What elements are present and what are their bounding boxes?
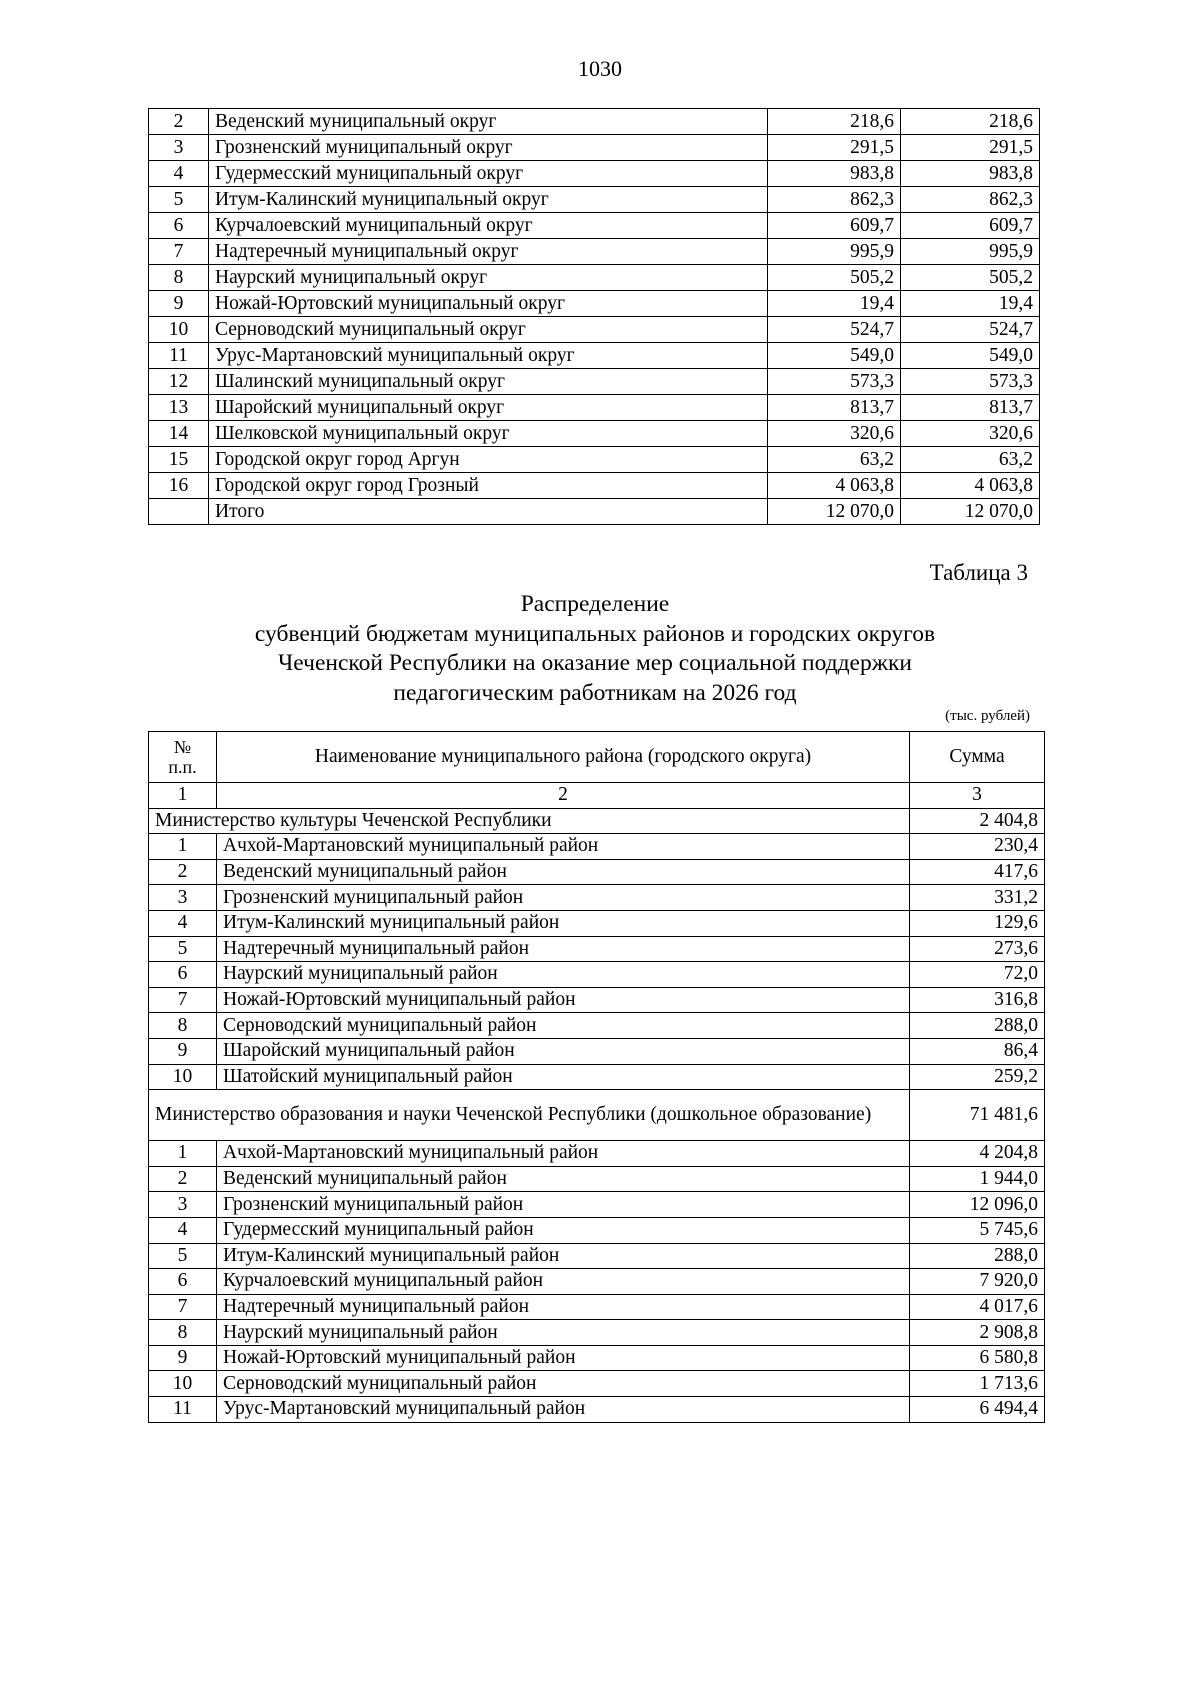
table-row	[149, 910, 1045, 936]
section-row	[149, 808, 1045, 834]
row-value: 4 017,6	[910, 1294, 1045, 1320]
table-row	[149, 1064, 1045, 1090]
row-name: Серноводский муниципальный район	[217, 1371, 910, 1397]
table-row	[149, 1320, 1045, 1346]
row-number: 5	[149, 936, 217, 962]
row-value: 1 944,0	[910, 1166, 1045, 1192]
row-number: 9	[149, 291, 209, 317]
row-name: Ачхой-Мартановский муниципальный район	[217, 1141, 910, 1167]
row-number: 3	[149, 885, 217, 911]
section-row	[149, 1090, 1045, 1141]
row-name: Грозненский муниципальный район	[217, 885, 910, 911]
row-value: 320,6	[768, 421, 901, 447]
table-2-continuation	[148, 108, 1040, 525]
row-value: 549,0	[768, 343, 901, 369]
row-number: 9	[149, 1345, 217, 1371]
table-row	[149, 343, 1040, 369]
row-number: 7	[149, 239, 209, 265]
row-name: Веденский муниципальный округ	[209, 109, 768, 135]
row-name: Итум-Калинский муниципальный округ	[209, 187, 768, 213]
column-number: 2	[217, 783, 910, 809]
row-name: Курчалоевский муниципальный округ	[209, 213, 768, 239]
row-number: 13	[149, 395, 209, 421]
row-name: Ачхой-Мартановский муниципальный район	[217, 834, 910, 860]
header-num-line: №	[173, 737, 192, 757]
row-value: 5 745,6	[910, 1217, 1045, 1243]
table-row	[149, 369, 1040, 395]
table-row	[149, 1166, 1045, 1192]
table-row	[149, 1013, 1045, 1039]
row-number: 3	[149, 1192, 217, 1218]
row-name: Серноводский муниципальный округ	[209, 317, 768, 343]
table-3	[148, 731, 1045, 1423]
section-total: 2 404,8	[910, 808, 1045, 834]
row-value: 129,6	[910, 910, 1045, 936]
row-name: Урус-Мартановский муниципальный округ	[209, 343, 768, 369]
row-value: 573,3	[901, 369, 1040, 395]
table-row	[149, 1217, 1045, 1243]
table-row	[149, 421, 1040, 447]
row-name: Надтеречный муниципальный район	[217, 936, 910, 962]
title-line: субвенций бюджетам муниципальных районов и городских округов	[254, 620, 936, 647]
row-value: 12 070,0	[768, 499, 901, 525]
row-value: 288,0	[910, 1013, 1045, 1039]
row-value: 12 096,0	[910, 1192, 1045, 1218]
row-name: Грозненский муниципальный округ	[209, 135, 768, 161]
row-number: 5	[149, 1243, 217, 1269]
row-name: Наурский муниципальный округ	[209, 265, 768, 291]
row-name: Шалинский муниципальный округ	[209, 369, 768, 395]
row-name: Надтеречный муниципальный район	[217, 1294, 910, 1320]
table-row	[149, 187, 1040, 213]
table-row	[149, 1371, 1045, 1397]
header-num	[149, 732, 217, 783]
row-name: Наурский муниципальный район	[217, 962, 910, 988]
header-row	[149, 732, 1045, 783]
header-sum: Сумма	[910, 732, 1045, 783]
table-row	[149, 499, 1040, 525]
row-number: 2	[149, 1166, 217, 1192]
row-value: 573,3	[768, 369, 901, 395]
column-number-row	[149, 783, 1045, 809]
table-row	[149, 1345, 1045, 1371]
row-number: 1	[149, 1141, 217, 1167]
title-line: педагогическим работникам на 2026 год	[393, 679, 797, 706]
row-value: 995,9	[901, 239, 1040, 265]
table-row	[149, 1192, 1045, 1218]
row-value: 4 063,8	[768, 473, 901, 499]
row-value: 331,2	[910, 885, 1045, 911]
table-row	[149, 1294, 1045, 1320]
row-value: 862,3	[901, 187, 1040, 213]
row-name: Городской округ город Грозный	[209, 473, 768, 499]
table-row	[149, 473, 1040, 499]
table-row	[149, 1269, 1045, 1295]
row-name: Итум-Калинский муниципальный район	[217, 1243, 910, 1269]
table-row	[149, 885, 1045, 911]
column-number: 1	[149, 783, 217, 809]
row-number: 10	[149, 1371, 217, 1397]
row-value: 86,4	[910, 1038, 1045, 1064]
table-row	[149, 1397, 1045, 1423]
row-name: Шелковской муниципальный округ	[209, 421, 768, 447]
row-value: 862,3	[768, 187, 901, 213]
column-number: 3	[910, 783, 1045, 809]
header-num-line: п.п.	[168, 757, 197, 777]
row-value: 524,7	[768, 317, 901, 343]
row-number: 7	[149, 987, 217, 1013]
row-name: Ножай-Юртовский муниципальный район	[217, 987, 910, 1013]
table-row	[149, 1038, 1045, 1064]
section-total: 71 481,6	[910, 1090, 1045, 1141]
row-name: Шатойский муниципальный район	[217, 1064, 910, 1090]
row-name: Урус-Мартановский муниципальный район	[217, 1397, 910, 1423]
row-name: Шаройский муниципальный район	[217, 1038, 910, 1064]
row-value: 291,5	[901, 135, 1040, 161]
table-row	[149, 135, 1040, 161]
row-value: 4 063,8	[901, 473, 1040, 499]
table-row	[149, 1141, 1045, 1167]
row-value: 273,6	[910, 936, 1045, 962]
row-number: 1	[149, 834, 217, 860]
row-name: Наурский муниципальный район	[217, 1320, 910, 1346]
row-value: 63,2	[901, 447, 1040, 473]
row-value: 505,2	[901, 265, 1040, 291]
row-value: 4 204,8	[910, 1141, 1045, 1167]
table-row	[149, 962, 1045, 988]
row-number: 12	[149, 369, 209, 395]
row-value: 259,2	[910, 1064, 1045, 1090]
row-number: 10	[149, 317, 209, 343]
title-line: Чеченской Республики на оказание мер социальной поддержки	[278, 650, 912, 676]
row-value: 288,0	[910, 1243, 1045, 1269]
table-row	[149, 834, 1045, 860]
row-value: 505,2	[768, 265, 901, 291]
row-number: 14	[149, 421, 209, 447]
row-name: Ножай-Юртовский муниципальный округ	[209, 291, 768, 317]
title-line: Распределение	[520, 591, 670, 617]
table-row	[149, 161, 1040, 187]
row-name: Серноводский муниципальный район	[217, 1013, 910, 1039]
row-value: 218,6	[901, 109, 1040, 135]
table-row	[149, 936, 1045, 962]
table-row	[149, 291, 1040, 317]
row-name: Грозненский муниципальный район	[217, 1192, 910, 1218]
section-title: Министерство образования и науки Чеченской Республики (дошкольное образование)	[149, 1090, 910, 1141]
row-name: Гудермесский муниципальный округ	[209, 161, 768, 187]
row-value: 6 580,8	[910, 1345, 1045, 1371]
row-number: 4	[149, 1217, 217, 1243]
row-number: 2	[149, 109, 209, 135]
row-number: 8	[149, 265, 209, 291]
row-value: 983,8	[901, 161, 1040, 187]
row-name: Надтеречный муниципальный округ	[209, 239, 768, 265]
row-number: 7	[149, 1294, 217, 1320]
row-value: 218,6	[768, 109, 901, 135]
row-number: 15	[149, 447, 209, 473]
row-value: 2 908,8	[910, 1320, 1045, 1346]
row-value: 813,7	[901, 395, 1040, 421]
table-label: Таблица 3	[929, 560, 1028, 585]
table-row	[149, 1243, 1045, 1269]
row-value: 316,8	[910, 987, 1045, 1013]
row-number	[149, 499, 209, 525]
table-row	[149, 213, 1040, 239]
row-name: Шаройский муниципальный округ	[209, 395, 768, 421]
table-title	[140, 590, 1050, 708]
row-number: 4	[149, 910, 217, 936]
row-value: 7 920,0	[910, 1269, 1045, 1295]
table-row	[149, 447, 1040, 473]
row-value: 19,4	[768, 291, 901, 317]
table-row	[149, 859, 1045, 885]
row-value: 230,4	[910, 834, 1045, 860]
row-value: 72,0	[910, 962, 1045, 988]
row-number: 3	[149, 135, 209, 161]
row-number: 8	[149, 1013, 217, 1039]
row-value: 417,6	[910, 859, 1045, 885]
row-name: Ножай-Юртовский муниципальный район	[217, 1345, 910, 1371]
table-row	[149, 987, 1045, 1013]
row-name: Веденский муниципальный район	[217, 859, 910, 885]
row-number: 5	[149, 187, 209, 213]
row-number: 6	[149, 962, 217, 988]
row-value: 995,9	[768, 239, 901, 265]
row-number: 9	[149, 1038, 217, 1064]
row-name: Гудермесский муниципальный район	[217, 1217, 910, 1243]
table-row	[149, 317, 1040, 343]
row-name: Курчалоевский муниципальный район	[217, 1269, 910, 1295]
row-name: Итого	[209, 499, 768, 525]
row-value: 549,0	[901, 343, 1040, 369]
header-name: Наименование муниципального района (городского округа)	[217, 732, 910, 783]
row-value: 609,7	[901, 213, 1040, 239]
row-number: 16	[149, 473, 209, 499]
table-row	[149, 265, 1040, 291]
row-number: 2	[149, 859, 217, 885]
row-number: 8	[149, 1320, 217, 1346]
row-value: 983,8	[768, 161, 901, 187]
row-number: 6	[149, 213, 209, 239]
page-number: 1030	[578, 56, 622, 81]
row-name: Итум-Калинский муниципальный район	[217, 910, 910, 936]
row-value: 12 070,0	[901, 499, 1040, 525]
section-title: Министерство культуры Чеченской Республики	[149, 808, 910, 834]
row-value: 6 494,4	[910, 1397, 1045, 1423]
table-row	[149, 239, 1040, 265]
row-name: Веденский муниципальный район	[217, 1166, 910, 1192]
row-number: 4	[149, 161, 209, 187]
row-value: 291,5	[768, 135, 901, 161]
units-note: (тыс. рублей)	[945, 708, 1030, 724]
row-value: 19,4	[901, 291, 1040, 317]
row-number: 10	[149, 1064, 217, 1090]
table-row	[149, 109, 1040, 135]
table-row	[149, 395, 1040, 421]
row-value: 524,7	[901, 317, 1040, 343]
row-value: 813,7	[768, 395, 901, 421]
row-value: 63,2	[768, 447, 901, 473]
row-value: 320,6	[901, 421, 1040, 447]
row-number: 11	[149, 343, 209, 369]
row-number: 6	[149, 1269, 217, 1295]
row-value: 1 713,6	[910, 1371, 1045, 1397]
row-name: Городской округ город Аргун	[209, 447, 768, 473]
row-value: 609,7	[768, 213, 901, 239]
row-number: 11	[149, 1397, 217, 1423]
